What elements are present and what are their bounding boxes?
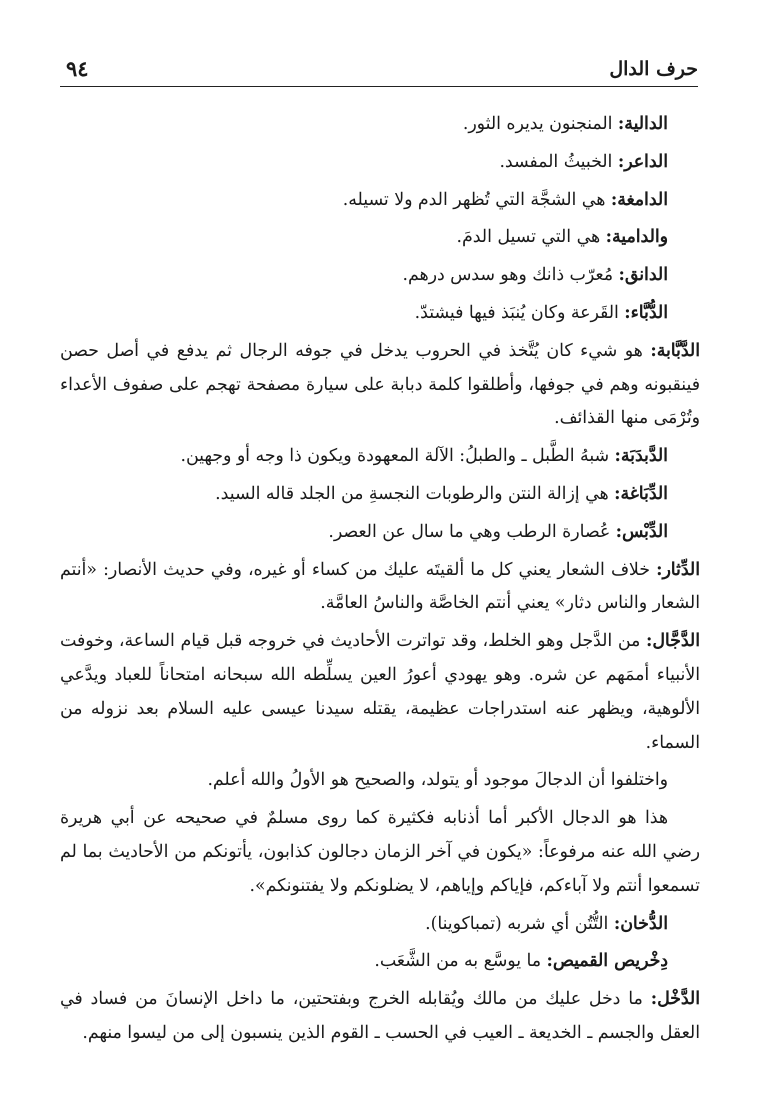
entry-term: الداعر: xyxy=(617,151,668,172)
entry-dibs xyxy=(60,516,700,550)
entry-dukhan xyxy=(60,908,700,942)
entry-definition: ما دخل عليك من مالك ويُقابله الخرج وبفتحتين، ما داخل الإنسانَ من فساد في العقل والجسم ـ الخديعة ـ العيب في الحسب ـ القوم الذين ينسبون إلى من ليسوا منهم. xyxy=(60,989,700,1043)
paragraph-text: هذا هو الدجال الأكبر أما أذنابه فكثيرة كما روى مسلمٌ في صحيحه عن أبي هريرة رضي الله عنه مرفوعاً: «يكون في آخر الزمان دجالون كذابون، يأتونكم من الأحاديث بما لم تسمعوا أنتم ولا آباءكم، فإياكم وإياهم، لا يضلونكم ولا يفتنونكم». xyxy=(60,808,700,896)
entry-definition: هي إزالة النتن والرطوبات النجسةِ من الجلد قاله السيد. xyxy=(215,483,615,504)
entry-definition: من الدَّجل وهو الخلط، وقد تواترت الأحاديث في خروجه قبل قيام الساعة، وخوفت الأنبياء أممَهم عن شره. وهو يهودي أعورُ العين يسلِّطه الله سبحانه امتحاناً للعباد ويدَّعي الألوهية، ويظهر عنه استدراجات عظيمة، يقتله سيدنا عيسى عليه السلام بعد نزوله من السماء. xyxy=(60,631,700,753)
entry-dabdaba xyxy=(60,440,700,474)
entry-damia xyxy=(60,221,700,255)
entry-term: الدُّخان: xyxy=(613,913,668,934)
paragraph-text: واختلفوا أن الدجالَ موجود أو يتولد، والصحيح هو الأولُ والله أعلم. xyxy=(207,770,668,791)
entry-term: الدانق: xyxy=(618,265,668,286)
entry-definition: خلاف الشعار يعني كل ما ألقيتَه عليك من كساء أو غيره، وفي حديث الأنصار: «أنتم الشعار والناس دثار» يعني أنتم الخاصَّة والناسُ العامَّة. xyxy=(60,559,700,614)
entry-definition: عُصارة الرطب وهي ما سال عن العصر. xyxy=(328,521,616,542)
entry-definition: شبهُ الطَّبل ـ والطبلُ: الآلة المعهودة ويكون ذا وجه أو وجهين. xyxy=(180,446,615,467)
dictionary-body xyxy=(60,108,700,1055)
entry-dithar xyxy=(60,554,700,622)
page-header xyxy=(60,52,698,87)
entry-term: الدَّبدَبَة: xyxy=(614,446,668,467)
entry-dalia xyxy=(60,108,700,142)
paragraph-dajjal-dispute xyxy=(60,764,700,798)
entry-term: الدِّبَاغة: xyxy=(614,483,668,504)
entry-definition: التُّتُن أي شربه (تمباكوينا). xyxy=(425,913,614,934)
entry-definition: هي التي تسيل الدمَ. xyxy=(456,227,606,248)
entry-term: الدَّجَّال: xyxy=(645,631,700,652)
entry-dubba xyxy=(60,297,700,331)
paragraph-dajjal-hadith xyxy=(60,802,700,903)
entry-term: الدامغة: xyxy=(610,189,668,210)
entry-term: الدُّبَّاء: xyxy=(624,302,668,323)
entry-dikhris xyxy=(60,945,700,979)
entry-dabbaba xyxy=(60,335,700,436)
entry-definition: ما يوسَّع به من الشَّعَب. xyxy=(374,951,547,972)
entry-term: والدامية: xyxy=(605,227,668,248)
running-title: حرف الدال xyxy=(609,58,698,80)
entry-term: الدالية: xyxy=(617,114,668,134)
entry-definition: هي الشجَّة التي تُظهر الدم ولا تسيله. xyxy=(342,189,611,210)
entry-definition: المنجنون يديره الثور. xyxy=(462,114,618,134)
entry-dajjal xyxy=(60,625,700,760)
entry-term: الدَّبَّابة: xyxy=(650,340,700,361)
entry-definition: الخبيثُ المفسد. xyxy=(499,151,618,172)
entry-daer xyxy=(60,146,700,180)
entry-term: الدِّثار: xyxy=(656,559,700,580)
entry-dakhl xyxy=(60,983,700,1051)
entry-term: دِخْريص القميص: xyxy=(546,951,668,972)
entry-definition: هو شيء كان يُتَّخذ في الحروب يدخل في جوفه الرجال ثم يدفع في أصل حصن فينقبونه وهم في جوفها، وأطلقوا كلمة دبابة على سيارة مصفحة تهجم على صفوف الأعداء وتُرْمَى منها القذائف. xyxy=(60,340,700,429)
entry-daniq xyxy=(60,259,700,293)
entry-definition: القَرعة وكان يُنبَذ فيها فيشتدّ. xyxy=(414,302,625,323)
entry-dibagha xyxy=(60,478,700,512)
entry-term: الدِّبْس: xyxy=(615,521,668,542)
page-number: ٩٤ xyxy=(66,56,89,81)
entry-damigha xyxy=(60,184,700,218)
entry-term: الدَّخْل: xyxy=(650,989,700,1010)
entry-definition: مُعرّب ذانك وهو سدس درهم. xyxy=(402,265,619,286)
